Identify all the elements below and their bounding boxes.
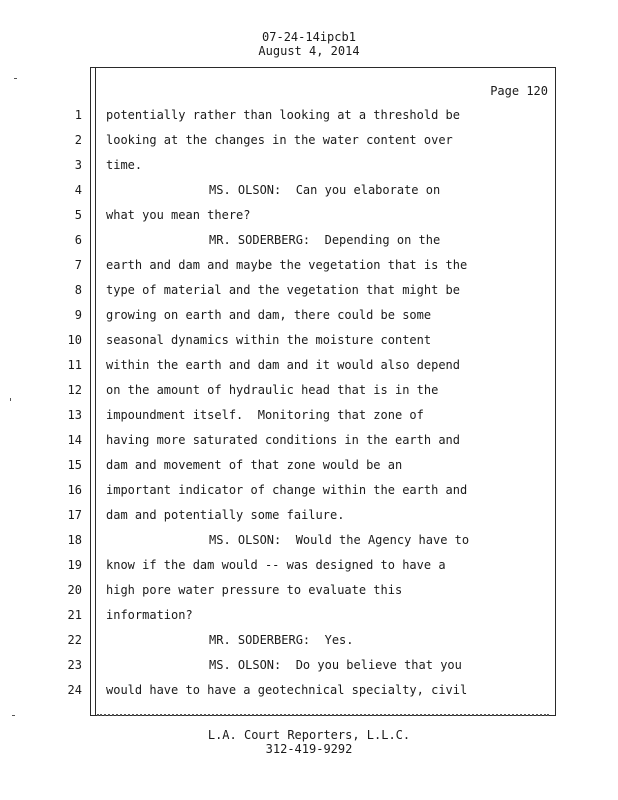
transcript-line: MR. SODERBERG: Yes. (209, 633, 354, 647)
transcript-line: earth and dam and maybe the vegetation that is the (106, 258, 468, 272)
scan-speck (14, 78, 17, 79)
line-number: 24 (67, 683, 82, 697)
line-number: 15 (67, 458, 82, 472)
line-number: 23 (67, 658, 82, 672)
reporter-phone: 312-419-9292 (265, 742, 353, 756)
line-number: 22 (67, 633, 82, 647)
transcript-line: having more saturated conditions in the earth and (106, 433, 461, 447)
line-number: 19 (67, 558, 82, 572)
line-number: 4 (74, 183, 82, 197)
line-number: 16 (67, 483, 82, 497)
frame-margin-rule (95, 68, 96, 715)
transcript-line: high pore water pressure to evaluate this (106, 583, 403, 597)
file-id: 07-24-14ipcb1 (262, 30, 356, 44)
line-number: 8 (74, 283, 82, 297)
line-number: 10 (67, 333, 82, 347)
transcript-line: MS. OLSON: Would the Agency have to (209, 533, 470, 547)
frame-bottom-rule (97, 714, 549, 716)
line-number: 21 (67, 608, 82, 622)
transcript-line: time. (106, 158, 143, 172)
transcript-line: type of material and the vegetation that might be (106, 283, 461, 297)
transcript-line: impoundment itself. Monitoring that zone of (106, 408, 424, 422)
transcript-line: MS. OLSON: Can you elaborate on (209, 183, 441, 197)
line-number: 13 (67, 408, 82, 422)
reporter-company: L.A. Court Reporters, L.L.C. (207, 728, 411, 742)
line-number: 1 (74, 108, 82, 122)
line-number: 14 (67, 433, 82, 447)
line-number: 20 (67, 583, 82, 597)
transcript-header (0, 30, 618, 58)
transcript-line: looking at the changes in the water content over (106, 133, 453, 147)
transcript-line: would have to have a geotechnical specialty, civil (106, 683, 468, 697)
line-number: 2 (74, 133, 82, 147)
transcript-line: know if the dam would -- was designed to have a (106, 558, 446, 572)
line-number: 3 (74, 158, 82, 172)
transcript-line: MR. SODERBERG: Depending on the (209, 233, 441, 247)
transcript-line: seasonal dynamics within the moisture content (106, 333, 432, 347)
scan-speck (10, 398, 11, 401)
line-number: 5 (74, 208, 82, 222)
transcript-line: important indicator of change within the earth and (106, 483, 468, 497)
transcript-date: August 4, 2014 (258, 44, 360, 58)
transcript-line: MS. OLSON: Do you believe that you (209, 658, 462, 672)
line-number: 17 (67, 508, 82, 522)
transcript-line: dam and movement of that zone would be an (106, 458, 403, 472)
line-number: 6 (74, 233, 82, 247)
line-number: 12 (67, 383, 82, 397)
transcript-footer (0, 728, 618, 756)
transcript-line: what you mean there? (106, 208, 251, 222)
transcript-line: information? (106, 608, 193, 622)
line-number: 18 (67, 533, 82, 547)
transcript-line: potentially rather than looking at a threshold be (106, 108, 461, 122)
transcript-line: dam and potentially some failure. (106, 508, 345, 522)
transcript-line: growing on earth and dam, there could be some (106, 308, 432, 322)
line-number: 9 (74, 308, 82, 322)
page-number: Page 120 (490, 84, 548, 98)
line-number: 11 (67, 358, 82, 372)
transcript-line: on the amount of hydraulic head that is in the (106, 383, 439, 397)
line-number: 7 (74, 258, 82, 272)
transcript-line: within the earth and dam and it would also depend (106, 358, 461, 372)
scan-speck (12, 715, 15, 716)
